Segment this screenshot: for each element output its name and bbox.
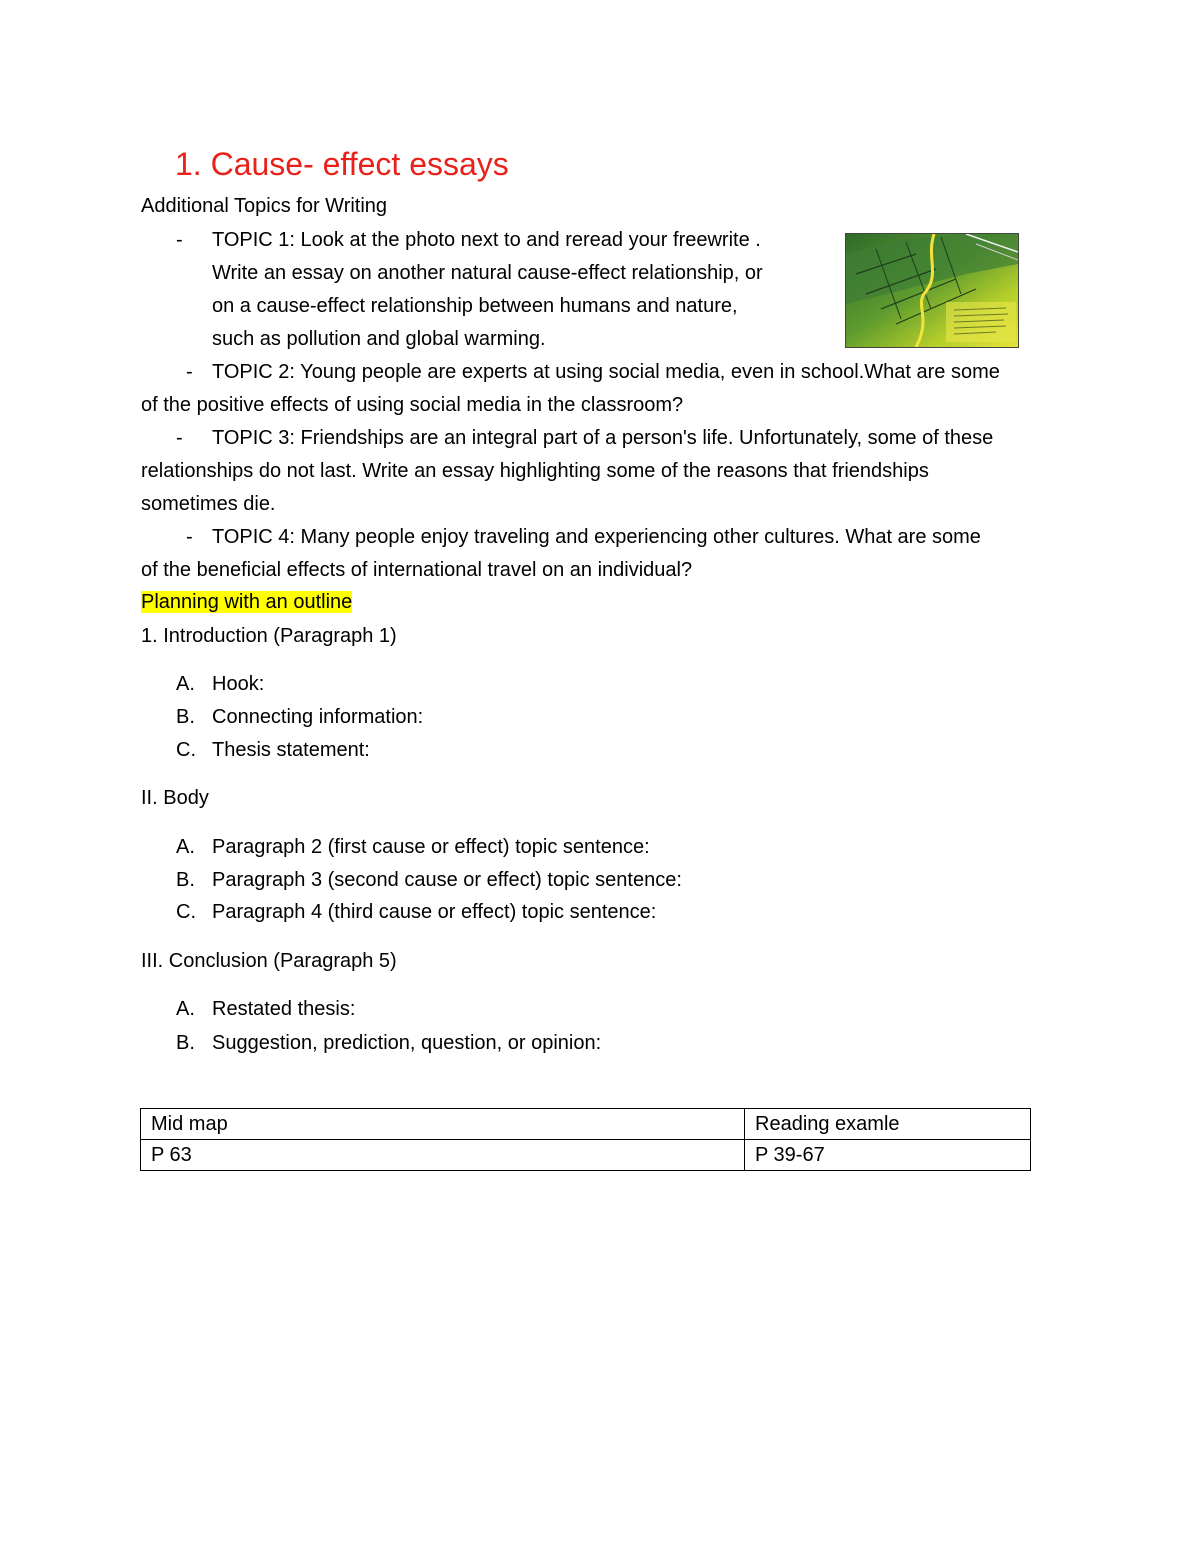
topic4-line: TOPIC 4: Many people enjoy traveling and experiencing other cultures. What are some <box>212 526 981 548</box>
outline-item: Paragraph 3 (second cause or effect) topic sentence: <box>212 869 682 891</box>
planning-heading-text: Planning with an outline <box>141 591 353 613</box>
outline-letter: B. <box>176 706 195 728</box>
outline-letter: B. <box>176 869 195 891</box>
topic2-line: TOPIC 2: Young people are experts at using social media, even in school.What are some <box>212 361 1000 383</box>
outline-intro-heading: 1. Introduction (Paragraph 1) <box>141 625 397 647</box>
topic1-line: such as pollution and global warming. <box>212 328 546 350</box>
table-row <box>141 1109 1031 1140</box>
outline-item: Paragraph 2 (first cause or effect) topic sentence: <box>212 836 650 858</box>
reference-table <box>140 1108 1031 1171</box>
bullet-dash: - <box>186 361 193 383</box>
outline-letter: A. <box>176 836 195 858</box>
outline-item: Paragraph 4 (third cause or effect) topic sentence: <box>212 901 657 923</box>
table-cell: P 39-67 <box>745 1140 1031 1171</box>
bullet-dash: - <box>176 229 183 251</box>
page-title: 1. Cause- effect essays <box>175 146 509 182</box>
topic4-line: of the beneficial effects of international travel on an individual? <box>141 559 693 581</box>
outline-letter: C. <box>176 739 196 761</box>
outline-letter: C. <box>176 901 196 923</box>
outline-item: Suggestion, prediction, question, or opinion: <box>212 1032 602 1054</box>
outline-body-heading: II. Body <box>141 787 209 809</box>
table-cell: Mid map <box>141 1109 745 1140</box>
outline-item: Hook: <box>212 673 265 695</box>
outline-conclusion-heading: III. Conclusion (Paragraph 5) <box>141 950 397 972</box>
subtitle: Additional Topics for Writing <box>141 195 388 217</box>
outline-letter: A. <box>176 673 195 695</box>
topic1-line: on a cause-effect relationship between humans and nature, <box>212 295 738 317</box>
topic2-line: of the positive effects of using social media in the classroom? <box>141 394 684 416</box>
aerial-fields-image <box>846 234 1018 347</box>
outline-item: Restated thesis: <box>212 998 356 1020</box>
topic1-line: Write an essay on another natural cause-effect relationship, or <box>212 262 763 284</box>
outline-item: Connecting information: <box>212 706 424 728</box>
table-cell: Reading examle <box>745 1109 1031 1140</box>
table-cell: P 63 <box>141 1140 745 1171</box>
topic1-line: TOPIC 1: Look at the photo next to and reread your freewrite . <box>212 229 761 251</box>
outline-letter: A. <box>176 998 195 1020</box>
landscape-photo <box>845 233 1019 348</box>
planning-heading <box>141 590 352 614</box>
topic3-line: TOPIC 3: Friendships are an integral part of a person's life. Unfortunately, some of these <box>212 427 994 449</box>
table-row <box>141 1140 1031 1171</box>
topic3-line: relationships do not last. Write an essay highlighting some of the reasons that friendships <box>141 460 929 482</box>
bullet-dash: - <box>176 427 183 449</box>
bullet-dash: - <box>186 526 193 548</box>
topic3-line: sometimes die. <box>141 493 276 515</box>
outline-letter: B. <box>176 1032 195 1054</box>
outline-item: Thesis statement: <box>212 739 370 761</box>
